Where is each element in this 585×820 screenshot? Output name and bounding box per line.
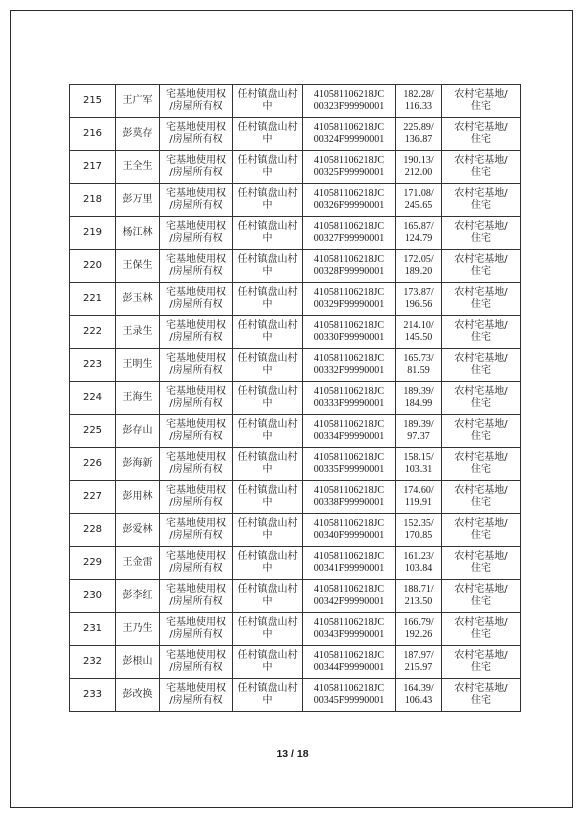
land-use-cell: 农村宅基地/ 住宅 — [442, 118, 521, 151]
location-cell: 任村镇盘山村 中 — [233, 514, 303, 547]
land-use-cell: 农村宅基地/ 住宅 — [442, 250, 521, 283]
registry-table — [69, 84, 521, 712]
row-number-cell: 225 — [70, 415, 116, 448]
right-type-cell: 宅基地使用权 /房屋所有权 — [160, 613, 233, 646]
row-number-cell: 219 — [70, 217, 116, 250]
right-type-cell: 宅基地使用权 /房屋所有权 — [160, 85, 233, 118]
right-type-cell: 宅基地使用权 /房屋所有权 — [160, 184, 233, 217]
unit-code-cell: 410581106218JC 00334F99990001 — [303, 415, 396, 448]
table-row — [70, 580, 521, 613]
area-cell: 190.13/ 212.00 — [396, 151, 442, 184]
owner-name-cell: 彭存山 — [116, 415, 160, 448]
location-cell: 任村镇盘山村 中 — [233, 415, 303, 448]
right-type-cell: 宅基地使用权 /房屋所有权 — [160, 514, 233, 547]
row-number-cell: 229 — [70, 547, 116, 580]
owner-name-cell: 王广军 — [116, 85, 160, 118]
land-use-cell: 农村宅基地/ 住宅 — [442, 481, 521, 514]
area-cell: 182.28/ 116.33 — [396, 85, 442, 118]
land-use-cell: 农村宅基地/ 住宅 — [442, 415, 521, 448]
land-use-cell: 农村宅基地/ 住宅 — [442, 547, 521, 580]
owner-name-cell: 彭改换 — [116, 679, 160, 712]
row-number-cell: 223 — [70, 349, 116, 382]
area-cell: 174.60/ 119.91 — [396, 481, 442, 514]
land-use-cell: 农村宅基地/ 住宅 — [442, 184, 521, 217]
row-number-cell: 217 — [70, 151, 116, 184]
table-row — [70, 481, 521, 514]
unit-code-cell: 410581106218JC 00326F99990001 — [303, 184, 396, 217]
land-use-cell: 农村宅基地/ 住宅 — [442, 613, 521, 646]
right-type-cell: 宅基地使用权 /房屋所有权 — [160, 217, 233, 250]
table-row — [70, 448, 521, 481]
owner-name-cell: 彭莫存 — [116, 118, 160, 151]
right-type-cell: 宅基地使用权 /房屋所有权 — [160, 283, 233, 316]
page-number: 13 / 18 — [276, 748, 309, 760]
row-number-cell: 231 — [70, 613, 116, 646]
row-number-cell: 221 — [70, 283, 116, 316]
row-number-cell: 230 — [70, 580, 116, 613]
location-cell: 任村镇盘山村 中 — [233, 580, 303, 613]
unit-code-cell: 410581106218JC 00323F99990001 — [303, 85, 396, 118]
location-cell: 任村镇盘山村 中 — [233, 184, 303, 217]
location-cell: 任村镇盘山村 中 — [233, 382, 303, 415]
location-cell: 任村镇盘山村 中 — [233, 646, 303, 679]
right-type-cell: 宅基地使用权 /房屋所有权 — [160, 481, 233, 514]
owner-name-cell: 王海生 — [116, 382, 160, 415]
table-row — [70, 613, 521, 646]
registry-table-container — [69, 84, 520, 712]
unit-code-cell: 410581106218JC 00332F99990001 — [303, 349, 396, 382]
right-type-cell: 宅基地使用权 /房屋所有权 — [160, 679, 233, 712]
right-type-cell: 宅基地使用权 /房屋所有权 — [160, 118, 233, 151]
right-type-cell: 宅基地使用权 /房屋所有权 — [160, 580, 233, 613]
area-cell: 187.97/ 215.97 — [396, 646, 442, 679]
unit-code-cell: 410581106218JC 00333F99990001 — [303, 382, 396, 415]
land-use-cell: 农村宅基地/ 住宅 — [442, 349, 521, 382]
unit-code-cell: 410581106218JC 00343F99990001 — [303, 613, 396, 646]
area-cell: 172.05/ 189.20 — [396, 250, 442, 283]
unit-code-cell: 410581106218JC 00340F99990001 — [303, 514, 396, 547]
row-number-cell: 226 — [70, 448, 116, 481]
location-cell: 任村镇盘山村 中 — [233, 679, 303, 712]
location-cell: 任村镇盘山村 中 — [233, 547, 303, 580]
area-cell: 164.39/ 106.43 — [396, 679, 442, 712]
table-row — [70, 547, 521, 580]
owner-name-cell: 王金雷 — [116, 547, 160, 580]
owner-name-cell: 彭玉林 — [116, 283, 160, 316]
right-type-cell: 宅基地使用权 /房屋所有权 — [160, 382, 233, 415]
table-row — [70, 349, 521, 382]
location-cell: 任村镇盘山村 中 — [233, 85, 303, 118]
unit-code-cell: 410581106218JC 00324F99990001 — [303, 118, 396, 151]
right-type-cell: 宅基地使用权 /房屋所有权 — [160, 415, 233, 448]
area-cell: 189.39/ 184.99 — [396, 382, 442, 415]
area-cell: 225.89/ 136.87 — [396, 118, 442, 151]
land-use-cell: 农村宅基地/ 住宅 — [442, 679, 521, 712]
unit-code-cell: 410581106218JC 00345F99990001 — [303, 679, 396, 712]
area-cell: 173.87/ 196.56 — [396, 283, 442, 316]
location-cell: 任村镇盘山村 中 — [233, 481, 303, 514]
row-number-cell: 228 — [70, 514, 116, 547]
right-type-cell: 宅基地使用权 /房屋所有权 — [160, 646, 233, 679]
land-use-cell: 农村宅基地/ 住宅 — [442, 448, 521, 481]
table-row — [70, 217, 521, 250]
table-row — [70, 415, 521, 448]
owner-name-cell: 彭李红 — [116, 580, 160, 613]
right-type-cell: 宅基地使用权 /房屋所有权 — [160, 151, 233, 184]
table-row — [70, 679, 521, 712]
owner-name-cell: 彭用林 — [116, 481, 160, 514]
location-cell: 任村镇盘山村 中 — [233, 316, 303, 349]
land-use-cell: 农村宅基地/ 住宅 — [442, 580, 521, 613]
area-cell: 214.10/ 145.50 — [396, 316, 442, 349]
table-row — [70, 250, 521, 283]
unit-code-cell: 410581106218JC 00330F99990001 — [303, 316, 396, 349]
owner-name-cell: 王保生 — [116, 250, 160, 283]
right-type-cell: 宅基地使用权 /房屋所有权 — [160, 250, 233, 283]
owner-name-cell: 彭爱林 — [116, 514, 160, 547]
row-number-cell: 222 — [70, 316, 116, 349]
land-use-cell: 农村宅基地/ 住宅 — [442, 646, 521, 679]
area-cell: 189.39/ 97.37 — [396, 415, 442, 448]
land-use-cell: 农村宅基地/ 住宅 — [442, 316, 521, 349]
owner-name-cell: 王全生 — [116, 151, 160, 184]
unit-code-cell: 410581106218JC 00325F99990001 — [303, 151, 396, 184]
location-cell: 任村镇盘山村 中 — [233, 151, 303, 184]
area-cell: 166.79/ 192.26 — [396, 613, 442, 646]
location-cell: 任村镇盘山村 中 — [233, 118, 303, 151]
unit-code-cell: 410581106218JC 00328F99990001 — [303, 250, 396, 283]
owner-name-cell: 王明生 — [116, 349, 160, 382]
row-number-cell: 224 — [70, 382, 116, 415]
owner-name-cell: 王录生 — [116, 316, 160, 349]
area-cell: 165.87/ 124.79 — [396, 217, 442, 250]
owner-name-cell: 彭万里 — [116, 184, 160, 217]
unit-code-cell: 410581106218JC 00338F99990001 — [303, 481, 396, 514]
unit-code-cell: 410581106218JC 00344F99990001 — [303, 646, 396, 679]
table-row — [70, 151, 521, 184]
location-cell: 任村镇盘山村 中 — [233, 613, 303, 646]
row-number-cell: 218 — [70, 184, 116, 217]
row-number-cell: 233 — [70, 679, 116, 712]
area-cell: 171.08/ 245.65 — [396, 184, 442, 217]
unit-code-cell: 410581106218JC 00335F99990001 — [303, 448, 396, 481]
table-row — [70, 283, 521, 316]
unit-code-cell: 410581106218JC 00341F99990001 — [303, 547, 396, 580]
table-row — [70, 85, 521, 118]
land-use-cell: 农村宅基地/ 住宅 — [442, 382, 521, 415]
area-cell: 158.15/ 103.31 — [396, 448, 442, 481]
unit-code-cell: 410581106218JC 00342F99990001 — [303, 580, 396, 613]
unit-code-cell: 410581106218JC 00329F99990001 — [303, 283, 396, 316]
land-use-cell: 农村宅基地/ 住宅 — [442, 217, 521, 250]
location-cell: 任村镇盘山村 中 — [233, 217, 303, 250]
area-cell: 152.35/ 170.85 — [396, 514, 442, 547]
table-row — [70, 514, 521, 547]
owner-name-cell: 杨江林 — [116, 217, 160, 250]
area-cell: 188.71/ 213.50 — [396, 580, 442, 613]
right-type-cell: 宅基地使用权 /房屋所有权 — [160, 547, 233, 580]
table-row — [70, 316, 521, 349]
land-use-cell: 农村宅基地/ 住宅 — [442, 85, 521, 118]
table-row — [70, 646, 521, 679]
land-use-cell: 农村宅基地/ 住宅 — [442, 151, 521, 184]
location-cell: 任村镇盘山村 中 — [233, 283, 303, 316]
right-type-cell: 宅基地使用权 /房屋所有权 — [160, 316, 233, 349]
registry-table-body — [70, 85, 521, 712]
owner-name-cell: 彭根山 — [116, 646, 160, 679]
table-row — [70, 382, 521, 415]
location-cell: 任村镇盘山村 中 — [233, 349, 303, 382]
table-row — [70, 184, 521, 217]
land-use-cell: 农村宅基地/ 住宅 — [442, 514, 521, 547]
location-cell: 任村镇盘山村 中 — [233, 250, 303, 283]
unit-code-cell: 410581106218JC 00327F99990001 — [303, 217, 396, 250]
row-number-cell: 215 — [70, 85, 116, 118]
area-cell: 165.73/ 81.59 — [396, 349, 442, 382]
right-type-cell: 宅基地使用权 /房屋所有权 — [160, 349, 233, 382]
table-row — [70, 118, 521, 151]
area-cell: 161.23/ 103.84 — [396, 547, 442, 580]
right-type-cell: 宅基地使用权 /房屋所有权 — [160, 448, 233, 481]
owner-name-cell: 彭海新 — [116, 448, 160, 481]
row-number-cell: 227 — [70, 481, 116, 514]
row-number-cell: 220 — [70, 250, 116, 283]
location-cell: 任村镇盘山村 中 — [233, 448, 303, 481]
row-number-cell: 232 — [70, 646, 116, 679]
owner-name-cell: 王乃生 — [116, 613, 160, 646]
land-use-cell: 农村宅基地/ 住宅 — [442, 283, 521, 316]
row-number-cell: 216 — [70, 118, 116, 151]
